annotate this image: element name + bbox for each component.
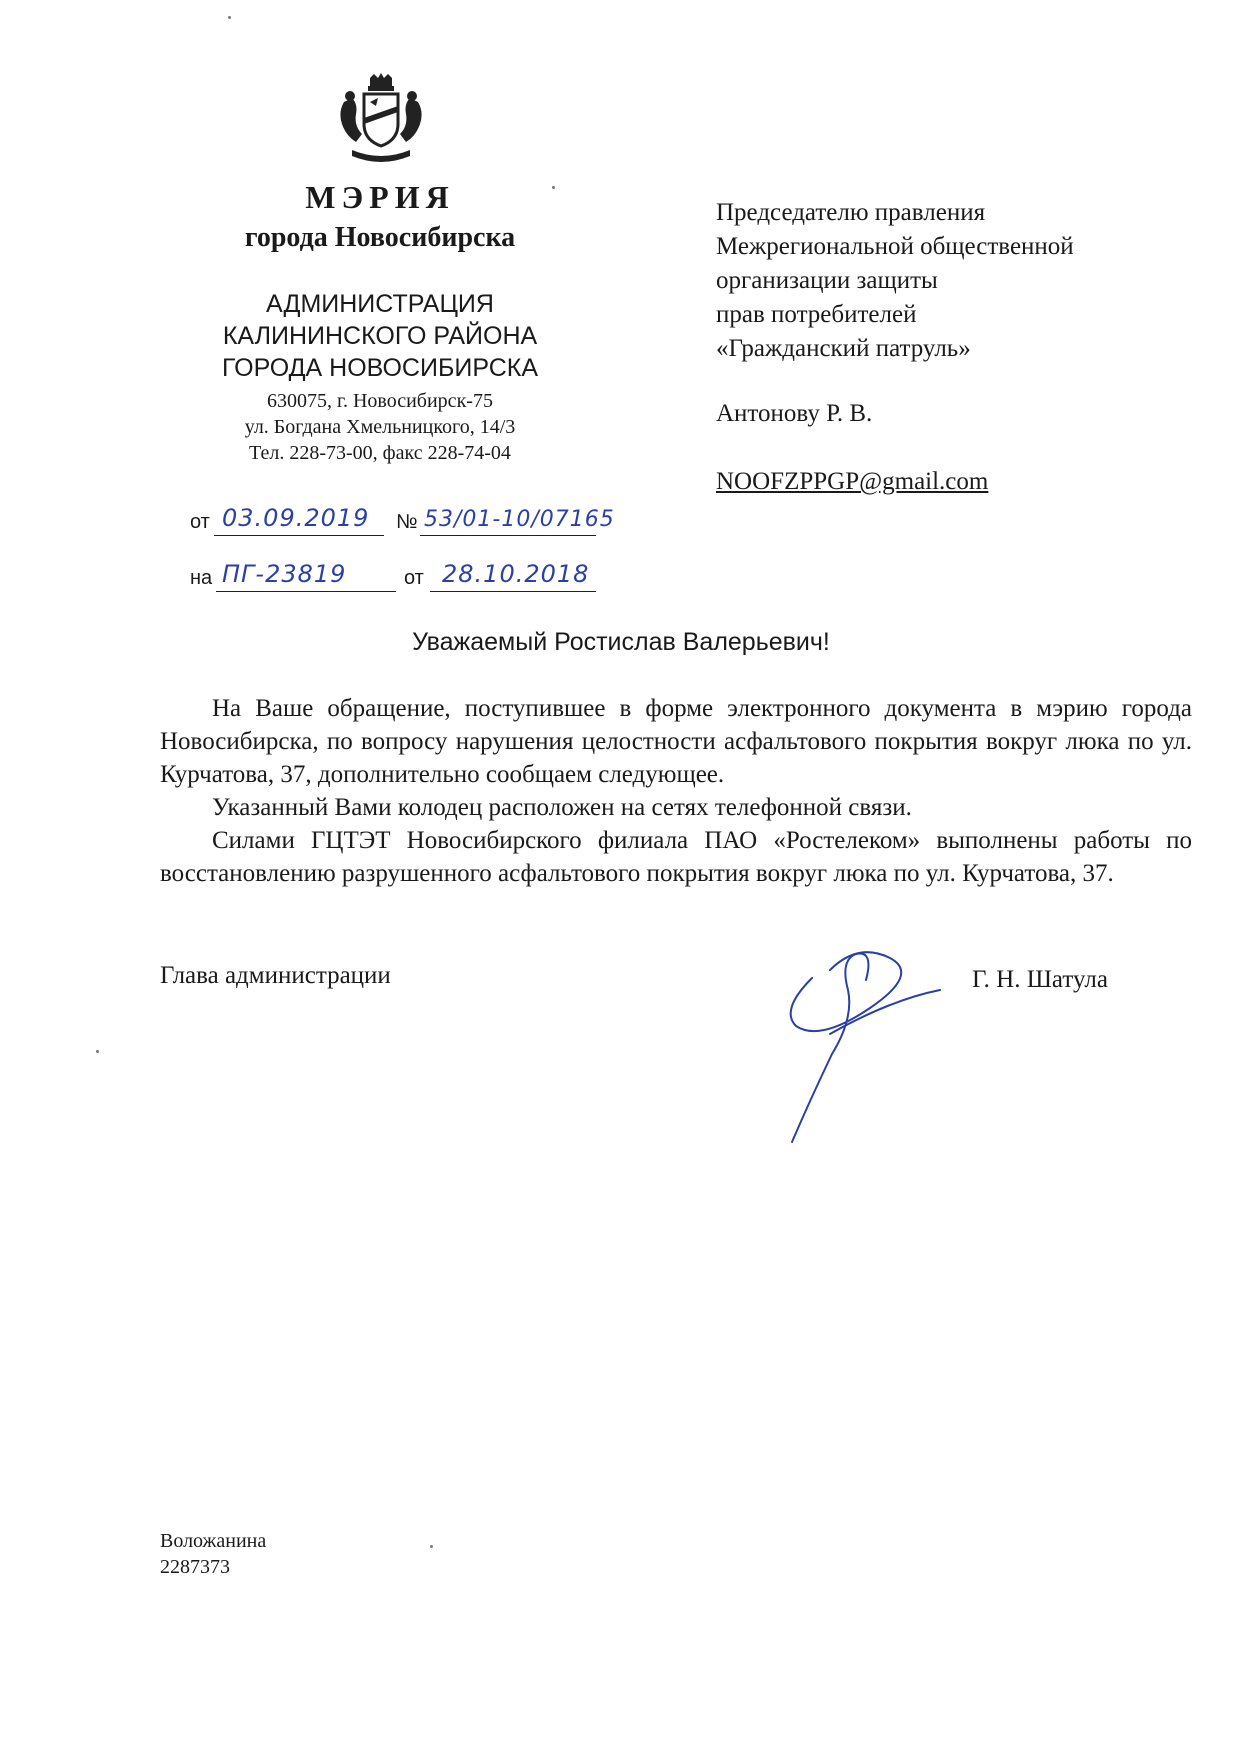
admin-line: ГОРОДА НОВОСИБИРСКА: [221, 354, 539, 382]
executor-info: [160, 1528, 266, 1580]
recipient-line: организации защиты: [716, 267, 938, 294]
outgoing-registration-row: [190, 500, 650, 540]
sender-contacts: [140, 388, 620, 466]
number-label: №: [396, 511, 418, 533]
reference-label: на: [190, 567, 213, 589]
mayor-title: МЭРИЯ: [305, 179, 455, 215]
signer-title: Глава администрации: [160, 962, 391, 989]
recipient-line: «Гражданский патруль»: [716, 335, 971, 362]
district-administration-name: [140, 288, 620, 384]
letter-body: [160, 692, 1192, 890]
from-label: от: [190, 511, 210, 533]
reference-date: 28.10.2018: [442, 560, 590, 588]
body-paragraph: Силами ГЦТЭТ Новосибирского филиала ПАО «Ростелеком» выполнены работы по восстановлению разрушенного асфальтового покрытия вокруг люка по ул. Курчатова, 37.: [160, 827, 1192, 887]
admin-line: АДМИНИСТРАЦИЯ: [266, 290, 494, 318]
reference-registration-row: [190, 556, 650, 596]
reference-underline: [216, 591, 396, 592]
outgoing-date: 03.09.2019: [222, 504, 370, 532]
recipient-line: Председателю правления: [716, 199, 986, 226]
reference-number: ПГ-23819: [222, 560, 347, 588]
street-address-line: ул. Богдана Хмельницкого, 14/3: [244, 416, 516, 438]
scan-speck: [96, 1050, 99, 1053]
phone-fax-line: Тел. 228-73-00, факс 228-74-04: [249, 442, 511, 464]
reference-date-underline: [430, 591, 596, 592]
recipient-line: прав потребителей: [716, 301, 917, 328]
scan-speck: [430, 1545, 433, 1548]
body-paragraph: Указанный Вами колодец расположен на сетях телефонной связи.: [212, 794, 912, 821]
date-underline: [214, 535, 384, 536]
number-underline: [420, 535, 596, 536]
recipient-email-link[interactable]: NOOFZPPGP@gmail.com: [716, 468, 989, 495]
recipient-name: Антонову Р. В.: [716, 400, 873, 427]
scan-speck: [552, 186, 555, 189]
admin-line: КАЛИНИНСКОГО РАЙОНА: [222, 322, 538, 350]
salutation: Уважаемый Ростислав Валерьевич!: [412, 628, 830, 656]
recipient-address-block: [716, 196, 1196, 366]
scan-speck: [228, 16, 231, 19]
executor-name: Воложанина: [160, 1530, 267, 1552]
body-paragraph: На Ваше обращение, поступившее в форме электронного документа в мэрию города Новосибирска, по вопросу нарушения целостности асфальтового покрытия вокруг люка по ул. Курчатова, 37, дополнительно сообщаем следующее.: [160, 695, 1192, 788]
outgoing-number: 53/01-10/07165: [424, 507, 615, 532]
recipient-line: Межрегиональной общественной: [716, 233, 1074, 260]
signer-name: Г. Н. Шатула: [972, 966, 1108, 993]
reference-from-label: от: [404, 567, 424, 589]
executor-phone: 2287373: [160, 1556, 230, 1578]
handwritten-signature: [770, 930, 970, 1160]
mayor-city: города Новосибирска: [244, 222, 516, 253]
postal-code-line: 630075, г. Новосибирск-75: [267, 390, 493, 412]
novosibirsk-coat-of-arms-icon: [334, 72, 428, 168]
